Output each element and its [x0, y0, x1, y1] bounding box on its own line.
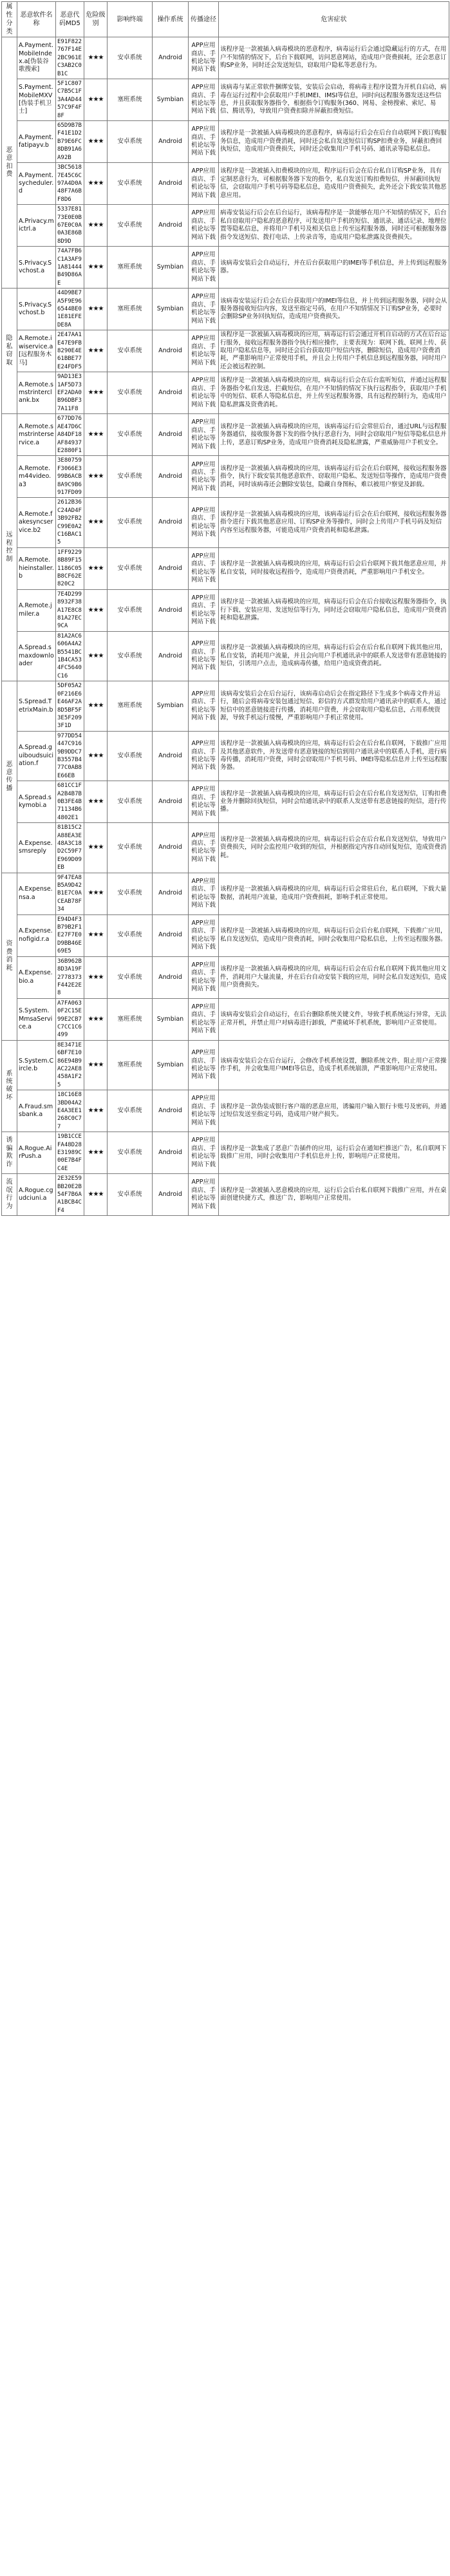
spread-route-cell: APP应用商店、手机论坛等网站下载: [189, 414, 219, 456]
symptom-description-cell: 该程序是一款被插入病毒模块的应用，该病毒运行后会常驻后台，通过URL与远程服务器通信，接收服务器下发的指令执行恶意行为，同时会窃取用户短信等隐私信息并上传，恶意订购SP业务，造成用户资费消耗及隐私泄露，严重威胁用户手机安全。: [219, 414, 449, 456]
malware-name-cell: A.Spread.skymobi.a: [17, 781, 56, 823]
header-malware-name: 恶意软件名称: [17, 2, 56, 37]
risk-level-cell: ★★★: [84, 37, 108, 79]
spread-route-cell: APP应用商店、手机论坛等网站下载: [189, 631, 219, 681]
affected-terminal-cell: 塞班系统: [108, 79, 153, 121]
spread-route-cell: APP应用商店、手机论坛等网站下载: [189, 1090, 219, 1132]
spread-route-cell: APP应用商店、手机论坛等网站下载: [189, 498, 219, 547]
symptom-description-cell: 该程序是一款被插入病毒模块的应用，病毒运行后会在后台私自发送短信，订购扣费业务并删除回执短信，同时会给通讯录中的联系人发送带有恶意链接的短信，进行传播。: [219, 781, 449, 823]
category-cell: 恶意传播: [2, 681, 17, 873]
affected-terminal-cell: 塞班系统: [108, 1040, 153, 1090]
os-name-cell: Symbian: [153, 79, 189, 121]
md5-hash-cell: 5DF05A20F216E6E46AF2A8D5BF5F3E5F2093F1D: [56, 681, 84, 731]
risk-level-cell: ★★★: [84, 998, 108, 1040]
spread-route-cell: APP应用商店、手机论坛等网站下载: [189, 289, 219, 330]
md5-hash-cell: 44D9BE7A5F9E966544BE01E81EFEDE8A: [56, 289, 84, 330]
virus-report-table-wrapper: [1, 1, 449, 1216]
category-cell: 系统破坏: [2, 1040, 17, 1132]
os-name-cell: Symbian: [153, 247, 189, 289]
risk-level-cell: ★★★: [84, 456, 108, 498]
affected-terminal-cell: 安卓系统: [108, 205, 153, 247]
affected-terminal-cell: 塞班系统: [108, 681, 153, 731]
md5-hash-cell: E94D4F3B79B2F1E27F7E0D9BB46E69E5: [56, 914, 84, 956]
table-row: [2, 1090, 449, 1132]
risk-level-cell: ★★★: [84, 589, 108, 631]
os-name-cell: Android: [153, 781, 189, 823]
spread-route-cell: APP应用商店、手机论坛等网站下载: [189, 589, 219, 631]
table-row: [2, 456, 449, 498]
symptom-description-cell: 该程序是一款被插入病毒模块的恶意程序，病毒运行后会通过隐藏运行的方式，在用户不知情的情况下，后台下载联网，访问恶意网站，造成用户资费损耗，还会恶意订购SP业务，同时还会发送短信，窃取用户隐私等恶意行为。: [219, 37, 449, 79]
malware-name-cell: A.Payment.MobileIndex.a[伪装谷歌搜索]: [17, 37, 56, 79]
table-row: [2, 247, 449, 289]
risk-level-cell: ★★★: [84, 79, 108, 121]
spread-route-cell: APP应用商店、手机论坛等网站下载: [189, 1132, 219, 1174]
malware-name-cell: S.Privacy.Svchost.b: [17, 289, 56, 330]
spread-route-cell: APP应用商店、手机论坛等网站下载: [189, 247, 219, 289]
table-row: [2, 372, 449, 414]
symptom-description-cell: 该程序是一款集成了恶意广告插件的应用，运行后会在通知栏推送广告，私自联网下载推广应用，同时会收集用户手机信息并上传，影响用户正常使用。: [219, 1132, 449, 1174]
category-cell: 远程控制: [2, 414, 17, 681]
malware-name-cell: A.Remote.smstrinterservice.a: [17, 414, 56, 456]
symptom-description-cell: 该程序是一款被插入病毒模块的应用，病毒运行后会在后台私自联网下载其他应用文件，消耗用户大量流量，并在后台自动安装下载的应用，同时会私自发送短信，造成用户资费损失。: [219, 956, 449, 998]
affected-terminal-cell: 安卓系统: [108, 163, 153, 205]
malware-name-cell: S.Payment.MobileMXV[伪装手机卫士]: [17, 79, 56, 121]
symptom-description-cell: 该程序是一款被插入扣费模块的应用，程序运行后会在后台私自订购SP业务，具有定制恶意行为，可根据服务器下发的指令，私自发送订购扣费短信，并屏蔽回执短信，会窃取用户手机号码等隐私信息，造成用户资费损失，此外还会下载安装其他恶意应用。: [219, 163, 449, 205]
header-affected-terminal: 影响终端: [108, 2, 153, 37]
header-risk-level: 危险级别: [84, 2, 108, 37]
virus-report-table: [1, 1, 449, 1216]
affected-terminal-cell: 安卓系统: [108, 1090, 153, 1132]
spread-route-cell: APP应用商店、手机论坛等网站下载: [189, 731, 219, 781]
malware-name-cell: A.Remote.jmiler.a: [17, 589, 56, 631]
table-row: [2, 781, 449, 823]
md5-hash-cell: 7E4D2998932F38A17E8C881A27EC9CA: [56, 589, 84, 631]
affected-terminal-cell: 安卓系统: [108, 547, 153, 589]
symptom-description-cell: 该程序是一款被插入病毒模块的应用，病毒运行后会在后台监听短信，并通过远程服务器指令私自发送、拦截短信，在用户不知情的情况下执行远程指令，获取用户手机中的短信、联系人等隐私信息，并上传至远程服务器，具有远程控制行为，造成用户隐私泄露及资费消耗。: [219, 372, 449, 414]
affected-terminal-cell: 塞班系统: [108, 998, 153, 1040]
table-row: [2, 205, 449, 247]
md5-hash-cell: A7FA0630F2C15E99E2CB7C7CC1C6499: [56, 998, 84, 1040]
risk-level-cell: ★★★: [84, 205, 108, 247]
affected-terminal-cell: 安卓系统: [108, 956, 153, 998]
spread-route-cell: APP应用商店、手机论坛等网站下载: [189, 37, 219, 79]
affected-terminal-cell: 安卓系统: [108, 456, 153, 498]
risk-level-cell: ★★★: [84, 163, 108, 205]
os-name-cell: Android: [153, 631, 189, 681]
md5-hash-cell: 2E47AA1E47E9FB8290E4E61BBE77E24FDF5: [56, 330, 84, 372]
malware-name-cell: A.Expense.nsa.a: [17, 873, 56, 914]
os-name-cell: Android: [153, 456, 189, 498]
malware-name-cell: A.Expense.smsreply: [17, 823, 56, 873]
risk-level-cell: ★★★: [84, 914, 108, 956]
affected-terminal-cell: 安卓系统: [108, 414, 153, 456]
table-row: [2, 956, 449, 998]
malware-name-cell: A.Expense.nofigid.r.a: [17, 914, 56, 956]
spread-route-cell: APP应用商店、手机论坛等网站下载: [189, 456, 219, 498]
header-symptoms: 危害症状: [219, 2, 449, 37]
os-name-cell: Android: [153, 547, 189, 589]
md5-hash-cell: 8E3471E6BF7E1086E94B9AC22AE8458A1F25: [56, 1040, 84, 1090]
category-cell: 资费消耗: [2, 873, 17, 1040]
table-row: [2, 873, 449, 914]
affected-terminal-cell: 安卓系统: [108, 631, 153, 681]
md5-hash-cell: 81B15C2A88EA3E48A3C18D2C59F7E969D09EB: [56, 823, 84, 873]
os-name-cell: Android: [153, 372, 189, 414]
spread-route-cell: APP应用商店、手机论坛等网站下载: [189, 547, 219, 589]
os-name-cell: Android: [153, 330, 189, 372]
spread-route-cell: APP应用商店、手机论坛等网站下载: [189, 914, 219, 956]
md5-hash-cell: 81A2AC6606A4A2B5541BC1B4CA534FC5640C16: [56, 631, 84, 681]
risk-level-cell: ★★★: [84, 289, 108, 330]
header-category: 属性分类: [2, 2, 17, 37]
md5-hash-cell: 3E80759F3066E399B6ACB8A9C9B6917FD09: [56, 456, 84, 498]
header-os: 操作系统: [153, 2, 189, 37]
os-name-cell: Android: [153, 873, 189, 914]
md5-hash-cell: 2612B36C24AD4F3B92FB2C99E0A2C16BAC15: [56, 498, 84, 547]
affected-terminal-cell: 安卓系统: [108, 498, 153, 547]
os-name-cell: Symbian: [153, 1040, 189, 1090]
os-name-cell: Android: [153, 956, 189, 998]
os-name-cell: Android: [153, 498, 189, 547]
risk-level-cell: ★★★: [84, 372, 108, 414]
symptom-description-cell: 该程序是一款被插入恶意模块的应用，运行后会后台私自联网下载推广应用，并在桌面创建快捷方式，推送广告，影响用户正常使用。: [219, 1174, 449, 1216]
md5-hash-cell: 2E32E59BB20E2B54F7B6AA1BCB4CF4: [56, 1174, 84, 1216]
md5-hash-cell: 1FF92298B89F151186C05B8CF62E820C2: [56, 547, 84, 589]
affected-terminal-cell: 安卓系统: [108, 781, 153, 823]
table-row: [2, 914, 449, 956]
table-row: [2, 731, 449, 781]
risk-level-cell: ★★★: [84, 1132, 108, 1174]
risk-level-cell: ★★★: [84, 414, 108, 456]
malware-name-cell: S.System.Circle.b: [17, 1040, 56, 1090]
os-name-cell: Android: [153, 1132, 189, 1174]
spread-route-cell: APP应用商店、手机论坛等网站下载: [189, 372, 219, 414]
table-row: [2, 37, 449, 79]
category-cell: 流氓行为: [2, 1174, 17, 1216]
malware-name-cell: S.System.MmsaService.a: [17, 998, 56, 1040]
malware-name-cell: A.Rogue.cgudciuni.a: [17, 1174, 56, 1216]
affected-terminal-cell: 安卓系统: [108, 1174, 153, 1216]
os-name-cell: Android: [153, 163, 189, 205]
symptom-description-cell: 该程序是一款被插入病毒模块的应用，病毒运行后会在后台私自发送短信，导致用户资费损失，同时会监控用户收到的短信，并根据指定内容自动回复短信，造成资费消耗。: [219, 823, 449, 873]
affected-terminal-cell: 安卓系统: [108, 914, 153, 956]
symptom-description-cell: 该程序是一款被插入病毒模块的应用，病毒运行后会在后台私自联网下载其他应用，私自安装，消耗用户流量，并且会向用户手机通讯录中的联系人发送带有恶意链接的短信，引诱用户点击，造成病毒传播，给用户造成资费消耗。: [219, 631, 449, 681]
md5-hash-cell: 3BC56187E45C6C97A4D0A48F7A6BF8D6: [56, 163, 84, 205]
risk-level-cell: ★★★: [84, 956, 108, 998]
spread-route-cell: APP应用商店、手机论坛等网站下载: [189, 998, 219, 1040]
malware-name-cell: A.Spread.smaxdownloader: [17, 631, 56, 681]
md5-hash-cell: 9AD13E31AF5D73EF2ADA0B96DBF37A11F8: [56, 372, 84, 414]
md5-hash-cell: 74A7FB6C1A3AF91A81444B49D86AE: [56, 247, 84, 289]
md5-hash-cell: 5F1C807C7B5C1F3A4AD4457C9F4F8F: [56, 79, 84, 121]
risk-level-cell: ★★★: [84, 1174, 108, 1216]
table-row: [2, 330, 449, 372]
spread-route-cell: APP应用商店、手机论坛等网站下载: [189, 163, 219, 205]
symptom-description-cell: 该病毒安装后会在后台运行，该病毒启动后会在指定路径下生成多个病毒文件并运行，随后会将病毒安装包通过短信、彩信的方式群发给用户通讯录中的联系人，通过短信中的恶意链接进行传播，消耗用户资费，并会窃取用户隐私信息，占用系统资源，导致手机运行缓慢，严重影响用户手机正常使用。: [219, 681, 449, 731]
symptom-description-cell: 该程序是一款被插入病毒模块的应用，病毒运行后会通过开机自启动的方式在后台运行服务，接收远程服务器指令执行相应操作，主要表现为：联网下载、联网上传、获取用户隐私信息等，同时还会后台获取用户短信内容，删除短信，造成用户资费消耗，严重影响用户正常使用手机，并且会上传用户手机信息到远程服务器，同时用户还会被远程控制。: [219, 330, 449, 372]
affected-terminal-cell: 塞班系统: [108, 247, 153, 289]
risk-level-cell: ★★★: [84, 1090, 108, 1132]
md5-hash-cell: 681CC1FA2B4B7B0B3FE4B71134B64802E1: [56, 781, 84, 823]
md5-hash-cell: 677DD76AE47D6CA84DF18AF84937E2880F1: [56, 414, 84, 456]
affected-terminal-cell: 安卓系统: [108, 330, 153, 372]
symptom-description-cell: 该程序是一款被插入病毒模块的应用，病毒运行后会常驻后台，私自联网，下载大量数据，消耗用户流量，造成用户资费损耗，影响手机正常使用。: [219, 873, 449, 914]
os-name-cell: Symbian: [153, 681, 189, 731]
symptom-description-cell: 该病毒安装后会自动运行，在后台删除系统关键文件，导致手机系统运行异常，无法正常开机，并禁止用户对病毒进行卸载，严重破坏手机系统，影响用户正常使用。: [219, 998, 449, 1040]
symptom-description-cell: 该病毒安装后会自动运行，并在后台获取用户的IMEI等手机信息，并上传到远程服务器。: [219, 247, 449, 289]
table-row: [2, 163, 449, 205]
risk-level-cell: ★★★: [84, 781, 108, 823]
table-row: [2, 289, 449, 330]
category-cell: 恶意扣费: [2, 37, 17, 289]
symptom-description-cell: 该程序是一款被插入病毒模块的恶意程序，病毒运行后会在后台自动联网下载订购服务信息，造成用户资费消耗，同时还会私自发送短信订购SP扣费业务，屏蔽扣费回执短信，造成用户资费损失，同时还会收集用户手机号码、通讯录等隐私信息。: [219, 121, 449, 163]
table-row: [2, 998, 449, 1040]
symptom-description-cell: 该程序是一款被插入病毒模块的应用，病毒运行后会在后台私自联网，下载推广应用及其他恶意软件，并发送带有恶意链接的短信到用户通讯录中的联系人手机，进行病毒传播，消耗用户资费，同时会窃取用户手机号码、IMEI等隐私信息并上传至远程服务器。: [219, 731, 449, 781]
risk-level-cell: ★★★: [84, 873, 108, 914]
os-name-cell: Symbian: [153, 998, 189, 1040]
header-spread-route: 传播途径: [189, 2, 219, 37]
malware-name-cell: A.Remote.fakesyncservice.b2: [17, 498, 56, 547]
malware-name-cell: A.Fraud.smsbank.a: [17, 1090, 56, 1132]
spread-route-cell: APP应用商店、手机论坛等网站下载: [189, 1174, 219, 1216]
risk-level-cell: ★★★: [84, 631, 108, 681]
malware-name-cell: A.Remote.smstrinterclank.bx: [17, 372, 56, 414]
os-name-cell: Android: [153, 37, 189, 79]
spread-route-cell: APP应用商店、手机论坛等网站下载: [189, 681, 219, 731]
os-name-cell: Android: [153, 823, 189, 873]
spread-route-cell: APP应用商店、手机论坛等网站下载: [189, 956, 219, 998]
table-row: [2, 414, 449, 456]
risk-level-cell: ★★★: [84, 247, 108, 289]
affected-terminal-cell: 安卓系统: [108, 589, 153, 631]
spread-route-cell: APP应用商店、手机论坛等网站下载: [189, 1040, 219, 1090]
risk-level-cell: ★★★: [84, 823, 108, 873]
table-row: [2, 823, 449, 873]
md5-hash-cell: 977DD54447C9169B9DDC7B3557B477C0AB8E66EB: [56, 731, 84, 781]
malware-name-cell: A.Remote.iwiservice.a[远程服务木马]: [17, 330, 56, 372]
risk-level-cell: ★★★: [84, 1040, 108, 1090]
md5-hash-cell: 9F47EA8B5A9D42B1E7C0ACEAB78F34: [56, 873, 84, 914]
spread-route-cell: APP应用商店、手机论坛等网站下载: [189, 873, 219, 914]
table-row: [2, 121, 449, 163]
md5-hash-cell: 5337E8173E0E0B67E0C0A0A3E86B8D9D: [56, 205, 84, 247]
malware-name-cell: A.Rogue.AirPush.a: [17, 1132, 56, 1174]
category-cell: 隐私窃取: [2, 289, 17, 414]
spread-route-cell: APP应用商店、手机论坛等网站下载: [189, 121, 219, 163]
header-md5: 恶意代码MD5: [56, 2, 84, 37]
symptom-description-cell: 该程序是一款被插入病毒模块的应用，病毒运行后会后台私自联网，下载推广应用，私自发送短信，造成用户资费消耗，同时会收集用户隐私信息，上传至远程服务器。: [219, 914, 449, 956]
malware-name-cell: A.Payment.sycheduler.d: [17, 163, 56, 205]
malware-name-cell: A.Expense.bio.a: [17, 956, 56, 998]
risk-level-cell: ★★★: [84, 330, 108, 372]
malware-name-cell: A.Remote.hieinstaller.b: [17, 547, 56, 589]
symptom-description-cell: 该程序是一款被插入病毒模块的应用，该病毒运行后会在后台联网，接收远程服务器指令进行下载其他恶意应用、订购SP业务等操作，同时会上传用户手机号码及短信内容至远程服务器，可能造成用户资费消耗和隐私泄露。: [219, 498, 449, 547]
category-cell: 诱骗欺诈: [2, 1132, 17, 1174]
symptom-description-cell: 该病毒安装后会在后台运行，会修改手机系统设置，删除系统文件，阻止用户正常操作手机，并会收集用户IMEI等信息，造成手机系统崩溃，严重影响用户正常使用。: [219, 1040, 449, 1090]
table-row: [2, 681, 449, 731]
malware-name-cell: A.Payment.fatipayv.b: [17, 121, 56, 163]
md5-hash-cell: 65D9B7BF41E1D2B79E6FC8DB91A6A92B: [56, 121, 84, 163]
os-name-cell: Android: [153, 1090, 189, 1132]
table-row: [2, 1132, 449, 1174]
malware-name-cell: S.Spread.TetrixMain.b: [17, 681, 56, 731]
affected-terminal-cell: 安卓系统: [108, 873, 153, 914]
malware-name-cell: A.Privacy.mictrl.a: [17, 205, 56, 247]
table-row: [2, 79, 449, 121]
spread-route-cell: APP应用商店、手机论坛等网站下载: [189, 781, 219, 823]
symptom-description-cell: 该病毒与某正常软件捆绑安装，安装后会启动，将病毒主程序设置为开机自启动，病毒在运行过程中会获取用户手机IMEI、IMSI等信息，同时向远程服务器发送这些信息，并且获取服务器指令，根据指令订购服务(360、网易、金榜搜索、索尼、易信、腾讯等)，导致用户资费扣除并屏蔽扣费短信。: [219, 79, 449, 121]
md5-hash-cell: 36B962B8D3A19F2778373F442E2E8: [56, 956, 84, 998]
os-name-cell: Android: [153, 121, 189, 163]
malware-name-cell: A.Remote.m44video.a3: [17, 456, 56, 498]
risk-level-cell: ★★★: [84, 731, 108, 781]
spread-route-cell: APP应用商店、手机论坛等网站下载: [189, 823, 219, 873]
table-header-row: [2, 2, 449, 37]
md5-hash-cell: 18C16E83BD04A2E4A3EE1268C0C77: [56, 1090, 84, 1132]
table-row: [2, 589, 449, 631]
table-row: [2, 1040, 449, 1090]
os-name-cell: Android: [153, 1174, 189, 1216]
os-name-cell: Android: [153, 914, 189, 956]
table-row: [2, 631, 449, 681]
affected-terminal-cell: 安卓系统: [108, 823, 153, 873]
symptom-description-cell: 该病毒安装运行后会在后台获取用户的IMEI等信息，并上传到远程服务器，同时会从服务器接收短信内容，发送至指定号码，在用户不知情情况下订购SP业务，必要时会删除SP业务回执短信，造成用户资费损失。: [219, 289, 449, 330]
affected-terminal-cell: 塞班系统: [108, 289, 153, 330]
spread-route-cell: APP应用商店、手机论坛等网站下载: [189, 79, 219, 121]
spread-route-cell: APP应用商店、手机论坛等网站下载: [189, 205, 219, 247]
symptom-description-cell: 该程序是一款被插入病毒模块的应用，病毒运行后会后台联网下载其他恶意应用，并私自安装，同时接收远程指令，造成用户资费消耗，严重影响用户手机安全。: [219, 547, 449, 589]
os-name-cell: Android: [153, 731, 189, 781]
affected-terminal-cell: 安卓系统: [108, 731, 153, 781]
symptom-description-cell: 该程序是一款伪装成银行客户端的恶意应用，诱骗用户输入银行卡账号及密码，并通过短信发送至指定号码，造成用户财产损失。: [219, 1090, 449, 1132]
os-name-cell: Android: [153, 589, 189, 631]
risk-level-cell: ★★★: [84, 498, 108, 547]
md5-hash-cell: 19B1CCEFA48D28E31989C00E7B4FC4E: [56, 1132, 84, 1174]
spread-route-cell: APP应用商店、手机论坛等网站下载: [189, 330, 219, 372]
symptom-description-cell: 该程序是一款被插入病毒模块的应用，病毒运行后会在后台接收远程服务器指令，执行下载、安装应用、发送短信等行为，同时还会窃取用户隐私信息，造成用户资费消耗和隐私泄露。: [219, 589, 449, 631]
table-row: [2, 547, 449, 589]
os-name-cell: Android: [153, 205, 189, 247]
malware-name-cell: S.Privacy.Svchost.a: [17, 247, 56, 289]
affected-terminal-cell: 安卓系统: [108, 37, 153, 79]
table-body: [2, 37, 449, 1216]
symptom-description-cell: 病毒安装运行后会在后台运行，该病毒程序是一款能够在用户不知情的情况下，后台私自窃取用户隐私的恶意程序，可发送用户手机的短信、通讯录、通话记录、地理位置等隐私信息，并将用户手机号及相关信息上传至远程服务器，同时还可根据服务器指令发送短信、拨打电话、上传录音等，造成用户隐私泄露及资费损失。: [219, 205, 449, 247]
table-row: [2, 498, 449, 547]
md5-hash-cell: E91F822767F14E2BC961EC3AB2C0B1C: [56, 37, 84, 79]
risk-level-cell: ★★★: [84, 547, 108, 589]
symptom-description-cell: 该程序是一款被插入病毒模块的应用，该病毒运行后会在后台联网，接收远程服务器指令，执行下载安装其他恶意软件、窃取用户隐私、发送短信等操作，造成用户资费消耗，同时该病毒还会删除安装包，隐藏自身图标，难以被用户察觉及卸载。: [219, 456, 449, 498]
affected-terminal-cell: 安卓系统: [108, 372, 153, 414]
risk-level-cell: ★★★: [84, 681, 108, 731]
malware-name-cell: A.Spread.guiboudsuiciation.f: [17, 731, 56, 781]
affected-terminal-cell: 安卓系统: [108, 121, 153, 163]
table-row: [2, 1174, 449, 1216]
os-name-cell: Symbian: [153, 289, 189, 330]
risk-level-cell: ★★★: [84, 121, 108, 163]
affected-terminal-cell: 安卓系统: [108, 1132, 153, 1174]
os-name-cell: Android: [153, 414, 189, 456]
